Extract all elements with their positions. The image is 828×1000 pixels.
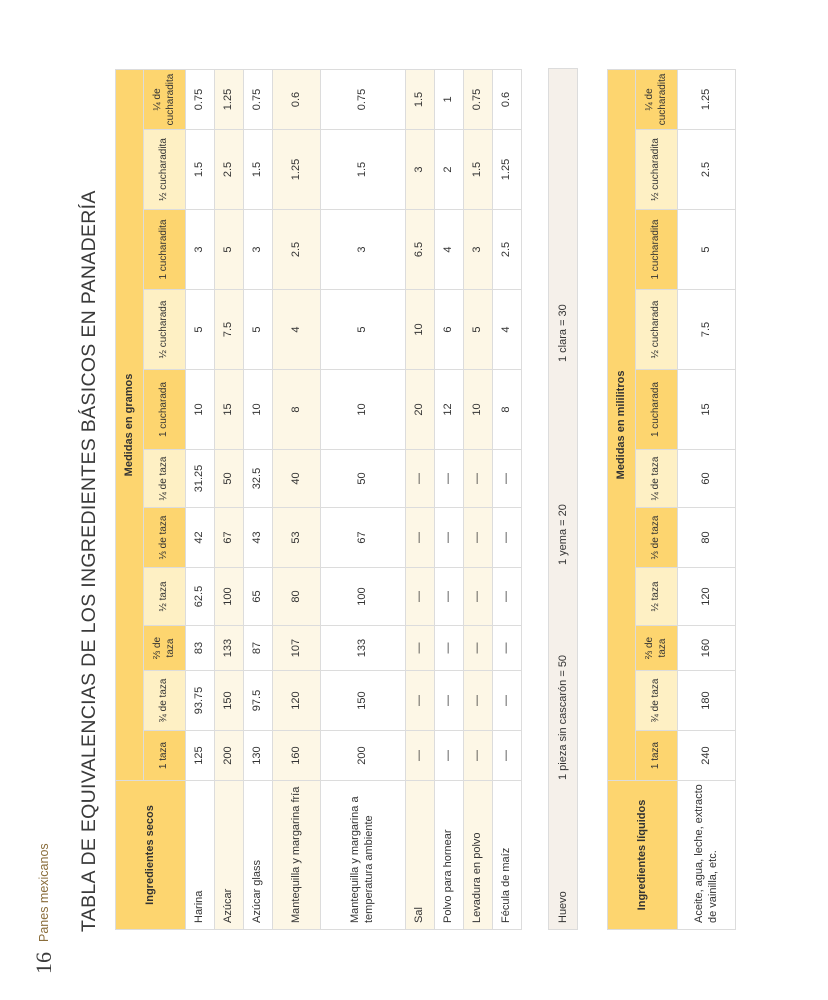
- table-cell: 8: [493, 370, 522, 450]
- table-cell: 60: [678, 450, 736, 508]
- table-cell: 150: [215, 671, 244, 731]
- table-cell: 87: [244, 626, 273, 671]
- table-cell: 5: [321, 290, 406, 370]
- table-cell: 200: [215, 731, 244, 781]
- table-cell: —: [464, 626, 493, 671]
- table-cell: —: [435, 568, 464, 626]
- column-header: ½ cucharada: [636, 290, 678, 370]
- table-cell: —: [464, 508, 493, 568]
- table-cell: 67: [321, 508, 406, 568]
- table-cell: 1.5: [464, 130, 493, 210]
- table-cell: 1.5: [321, 130, 406, 210]
- egg-item: 1 clara = 30: [557, 304, 569, 362]
- ingredient-name: Aceite, agua, leche, extracto de vainilla, etc.: [678, 781, 736, 930]
- table-cell: 0.75: [321, 69, 406, 129]
- table-cell: 4: [273, 290, 321, 370]
- table-cell: —: [435, 626, 464, 671]
- page-number: 16: [31, 952, 56, 974]
- column-header: ¼ de cucharadita: [144, 69, 186, 129]
- table-cell: —: [464, 731, 493, 781]
- table-cell: —: [493, 508, 522, 568]
- table-cell: 3: [186, 210, 215, 290]
- table-cell: —: [464, 450, 493, 508]
- table-cell: 20: [406, 370, 435, 450]
- table-cell: 15: [678, 370, 736, 450]
- column-header: ¼ de taza: [144, 450, 186, 508]
- table-row: [215, 69, 244, 929]
- table-cell: 3: [464, 210, 493, 290]
- table-cell: 6: [435, 290, 464, 370]
- table-cell: —: [493, 626, 522, 671]
- table-cell: 1.5: [406, 69, 435, 129]
- liquid-group-label: Medidas en mililitros: [608, 69, 636, 780]
- page-title: TABLA DE EQUIVALENCIAS DE LOS INGREDIENTES BÁSICOS EN PANADERÍA: [78, 190, 100, 932]
- table-cell: 3: [406, 130, 435, 210]
- table-cell: 0.75: [464, 69, 493, 129]
- table-cell: 80: [273, 568, 321, 626]
- table-cell: —: [493, 671, 522, 731]
- table-row: [493, 69, 522, 929]
- table-cell: —: [493, 450, 522, 508]
- column-header: 1 taza: [144, 731, 186, 781]
- table-cell: 3: [244, 210, 273, 290]
- table-row: [186, 69, 215, 929]
- table-cell: 120: [678, 568, 736, 626]
- table-cell: 67: [215, 508, 244, 568]
- table-cell: 4: [435, 210, 464, 290]
- table-cell: 2.5: [215, 130, 244, 210]
- table-cell: 10: [406, 290, 435, 370]
- page-footer: [30, 843, 58, 974]
- liquid-header-label: Ingredientes líquidos: [608, 781, 678, 930]
- table-cell: —: [406, 671, 435, 731]
- table-cell: —: [464, 671, 493, 731]
- table-row: [244, 69, 273, 929]
- ingredient-name: Sal: [406, 781, 435, 930]
- table-row: [464, 69, 493, 929]
- table-cell: 50: [215, 450, 244, 508]
- table-cell: 1.5: [244, 130, 273, 210]
- table-cell: —: [435, 450, 464, 508]
- table-cell: 97.5: [244, 671, 273, 731]
- ingredient-name: Polvo para hornear: [435, 781, 464, 930]
- column-header: ¼ de cucharadita: [636, 69, 678, 129]
- book-title: Panes mexicanos: [37, 843, 51, 942]
- table-cell: 0.6: [493, 69, 522, 129]
- column-header: ⅓ de taza: [144, 508, 186, 568]
- table-cell: 6.5: [406, 210, 435, 290]
- table-cell: 1.25: [273, 130, 321, 210]
- table-cell: —: [406, 508, 435, 568]
- egg-row: [548, 68, 578, 930]
- column-header: ½ cucharada: [144, 290, 186, 370]
- dry-ingredients-table: [115, 69, 522, 930]
- table-cell: —: [464, 568, 493, 626]
- column-header: 1 cucharadita: [144, 210, 186, 290]
- table-row: [678, 69, 736, 929]
- liquid-ingredients-table: [607, 69, 736, 930]
- column-header: 1 cucharadita: [636, 210, 678, 290]
- egg-item: 1 pieza sin cascarón = 50: [557, 654, 569, 780]
- ingredient-name: Azúcar: [215, 781, 244, 930]
- table-cell: 160: [678, 626, 736, 671]
- table-cell: 65: [244, 568, 273, 626]
- table-cell: 80: [678, 508, 736, 568]
- ingredient-name: Mantequilla y margarina fría: [273, 781, 321, 930]
- column-header: 1 cucharada: [636, 370, 678, 450]
- column-header: ½ cucharadita: [144, 130, 186, 210]
- column-header: ¾ de taza: [144, 671, 186, 731]
- table-cell: 1.25: [678, 69, 736, 129]
- table-cell: —: [406, 450, 435, 508]
- table-cell: —: [435, 508, 464, 568]
- table-cell: 2.5: [678, 130, 736, 210]
- table-cell: 31.25: [186, 450, 215, 508]
- ingredient-name: Levadura en polvo: [464, 781, 493, 930]
- table-cell: 200: [321, 731, 406, 781]
- table-cell: 15: [215, 370, 244, 450]
- table-cell: 2: [435, 130, 464, 210]
- ingredient-name: Azúcar glass: [244, 781, 273, 930]
- table-cell: 7.5: [215, 290, 244, 370]
- column-header: ⅔ de taza: [144, 626, 186, 671]
- table-cell: 1.5: [186, 130, 215, 210]
- column-header: ¼ de taza: [636, 450, 678, 508]
- table-cell: 160: [273, 731, 321, 781]
- table-cell: 5: [244, 290, 273, 370]
- table-cell: 62.5: [186, 568, 215, 626]
- column-header: ½ taza: [636, 568, 678, 626]
- table-cell: 0.75: [244, 69, 273, 129]
- table-cell: 7.5: [678, 290, 736, 370]
- table-cell: 0.6: [273, 69, 321, 129]
- table-cell: 130: [244, 731, 273, 781]
- table-cell: —: [435, 671, 464, 731]
- table-cell: 2.5: [493, 210, 522, 290]
- table-cell: 0.75: [186, 69, 215, 129]
- table-cell: 10: [186, 370, 215, 450]
- column-header: ⅓ de taza: [636, 508, 678, 568]
- table-cell: 32.5: [244, 450, 273, 508]
- table-cell: 1: [435, 69, 464, 129]
- table-cell: 43: [244, 508, 273, 568]
- ingredient-name: Fécula de maíz: [493, 781, 522, 930]
- table-cell: 42: [186, 508, 215, 568]
- table-cell: —: [493, 731, 522, 781]
- ingredient-name: Harina: [186, 781, 215, 930]
- egg-label: Huevo: [557, 891, 569, 923]
- liquid-rows: [678, 69, 736, 929]
- table-cell: 12: [435, 370, 464, 450]
- table-row: [406, 69, 435, 929]
- column-header: ¾ de taza: [636, 671, 678, 731]
- table-cell: 10: [464, 370, 493, 450]
- table-cell: —: [406, 568, 435, 626]
- dry-group-label: Medidas en gramos: [116, 69, 144, 780]
- column-header: ½ taza: [144, 568, 186, 626]
- table-cell: 133: [321, 626, 406, 671]
- column-header: ⅔ de taza: [636, 626, 678, 671]
- table-cell: 40: [273, 450, 321, 508]
- table-cell: 93.75: [186, 671, 215, 731]
- egg-item: 1 yema = 20: [557, 504, 569, 565]
- table-cell: 100: [215, 568, 244, 626]
- table-cell: 1.25: [493, 130, 522, 210]
- table-cell: —: [406, 626, 435, 671]
- table-cell: 10: [244, 370, 273, 450]
- table-cell: 133: [215, 626, 244, 671]
- table-cell: 125: [186, 731, 215, 781]
- table-cell: 180: [678, 671, 736, 731]
- table-cell: 150: [321, 671, 406, 731]
- table-row: [321, 69, 406, 929]
- table-cell: —: [435, 731, 464, 781]
- table-cell: 1.25: [215, 69, 244, 129]
- table-cell: —: [493, 568, 522, 626]
- table-cell: 107: [273, 626, 321, 671]
- table-cell: 4: [493, 290, 522, 370]
- dry-header-label: Ingredientes secos: [116, 781, 186, 930]
- table-cell: 50: [321, 450, 406, 508]
- table-cell: 120: [273, 671, 321, 731]
- column-header: 1 cucharada: [144, 370, 186, 450]
- table-cell: 100: [321, 568, 406, 626]
- table-row: [273, 69, 321, 929]
- table-cell: 53: [273, 508, 321, 568]
- table-cell: 5: [678, 210, 736, 290]
- table-cell: 8: [273, 370, 321, 450]
- table-cell: —: [406, 731, 435, 781]
- table-cell: 83: [186, 626, 215, 671]
- table-cell: 10: [321, 370, 406, 450]
- table-row: [435, 69, 464, 929]
- table-cell: 5: [215, 210, 244, 290]
- table-cell: 5: [186, 290, 215, 370]
- table-cell: 2.5: [273, 210, 321, 290]
- table-cell: 5: [464, 290, 493, 370]
- column-header: 1 taza: [636, 731, 678, 781]
- dry-rows: [186, 69, 522, 929]
- table-cell: 240: [678, 731, 736, 781]
- column-header: ½ cucharadita: [636, 130, 678, 210]
- table-cell: 3: [321, 210, 406, 290]
- ingredient-name: Mantequilla y margarina a temperatura ambiente: [321, 781, 406, 930]
